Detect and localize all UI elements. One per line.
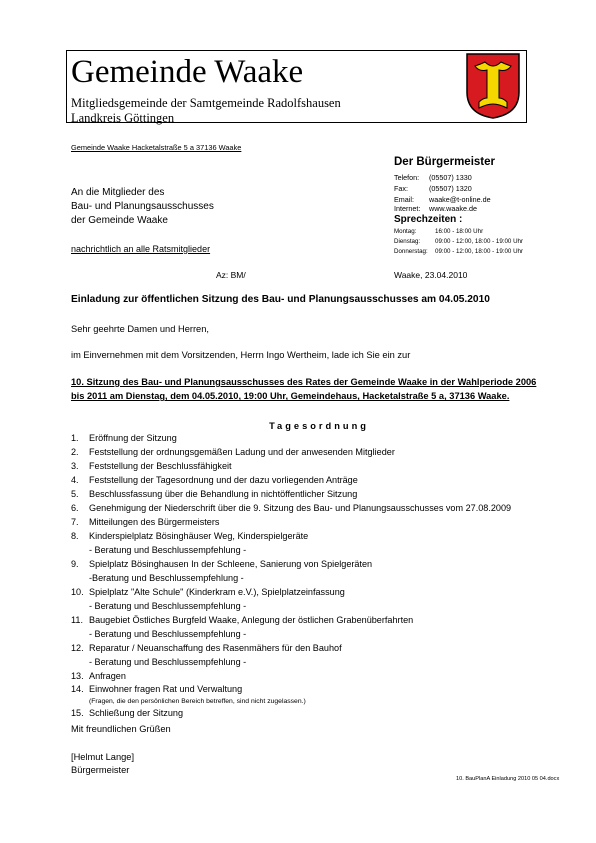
recipient-line: Bau- und Planungsausschusses <box>71 201 214 212</box>
agenda-item <box>71 615 413 625</box>
agenda-item <box>71 587 345 597</box>
agenda-number: 12. <box>71 643 84 653</box>
agenda-item <box>71 671 126 681</box>
agenda-note: - Beratung und Beschlussempfehlung - <box>89 657 247 667</box>
agenda-item <box>71 475 358 485</box>
agenda-text: Baugebiet Östliches Burgfeld Waake, Anlegung der östlichen Grabenüberfahrten <box>89 615 414 625</box>
agenda-number: 6. <box>71 503 79 513</box>
agenda-item <box>71 447 395 457</box>
agenda-text: Mitteilungen des Bürgermeisters <box>89 517 220 527</box>
contact-value: (05507) 1330 <box>429 173 472 182</box>
agenda-number: 10. <box>71 587 84 597</box>
hours-value: 09:00 - 12:00, 18:00 - 19:00 Uhr <box>435 248 524 255</box>
agenda-note: -Beratung und Beschlussempfehlung - <box>89 573 244 583</box>
contact-email <box>394 195 491 204</box>
agenda-number: 3. <box>71 461 79 471</box>
recipient-line: der Gemeinde Waake <box>71 215 168 226</box>
hours-value: 09:00 - 12:00, 18:00 - 19:00 Uhr <box>435 238 524 245</box>
recipient-line: An die Mitglieder des <box>71 187 165 198</box>
agenda-text: Beschlussfassung über die Behandlung in nichtöffentlicher Sitzung <box>89 489 358 499</box>
agenda-item <box>71 489 357 499</box>
signer-role: Bürgermeister <box>71 765 130 775</box>
session-details: 10. Sitzung des Bau- und Planungsausschusses des Rates der Gemeinde Waake in der Wahlperiode 2006 <box>71 377 537 387</box>
agenda-text: Genehmigung der Niederschrift über die 9. Sitzung des Bau- und Planungsausschusses vom 27.08.2009 <box>89 503 512 513</box>
agenda-number: 9. <box>71 559 79 569</box>
agenda-number: 5. <box>71 489 79 499</box>
org-name: Gemeinde Waake <box>71 54 304 90</box>
contact-phone <box>394 173 472 182</box>
agenda-note: - Beratung und Beschlussempfehlung - <box>89 601 247 611</box>
agenda-item <box>71 708 183 718</box>
org-district: Landkreis Göttingen <box>71 111 175 125</box>
agenda-number: 8. <box>71 531 79 541</box>
agenda-item <box>71 531 308 541</box>
office-hours-row <box>394 248 523 255</box>
agenda-text: Anfragen <box>89 671 126 681</box>
agenda-item <box>71 433 177 443</box>
session-details: bis 2011 am Dienstag, dem 04.05.2010, 19:00 Uhr, Gemeindehaus, Hacketalstraße 5 a, 37136 Waake. <box>71 391 510 401</box>
agenda-number: 15. <box>71 708 84 718</box>
contact-label: Telefon: <box>394 173 420 182</box>
agenda-text: Eröffnung der Sitzung <box>89 433 177 443</box>
agenda-number: 1. <box>71 433 79 443</box>
agenda-text: Schließung der Sitzung <box>89 708 184 718</box>
cc-line: nachrichtlich an alle Ratsmitglieder <box>71 244 211 254</box>
office-hours-title: Sprechzeiten : <box>394 214 463 225</box>
agenda-number: 4. <box>71 475 79 485</box>
contact-web <box>394 204 477 213</box>
agenda-number: 11. <box>71 615 83 625</box>
org-subtitle: Mitgliedsgemeinde der Samtgemeinde Radolfshausen <box>71 96 341 110</box>
sender-title: Der Bürgermeister <box>394 156 495 168</box>
intro-text: im Einvernehmen mit dem Vorsitzenden, Herrn Ingo Wertheim, lade ich Sie ein zur <box>71 350 411 360</box>
contact-label: Internet: <box>394 204 421 213</box>
contact-fax <box>394 184 472 193</box>
agenda-note: - Beratung und Beschlussempfehlung - <box>89 545 247 555</box>
agenda-number: 13. <box>71 671 84 681</box>
hours-label: Montag: <box>394 228 417 235</box>
agenda-item <box>71 559 372 569</box>
recipient-block <box>71 186 214 228</box>
agenda-item <box>71 643 342 653</box>
office-hours-row <box>394 228 483 235</box>
return-address: Gemeinde Waake Hacketalstraße 5 a 37136 Waake <box>71 143 242 152</box>
agenda-number: 2. <box>71 447 79 457</box>
agenda-item <box>71 461 232 471</box>
agenda-number: 14. <box>71 684 84 694</box>
hours-value: 16:00 - 18:00 Uhr <box>435 228 484 235</box>
reference-number: Az: BM/ <box>216 270 246 280</box>
agenda-title: Tagesordnung <box>269 421 369 431</box>
agenda-text: Spielplatz Bösinghausen In der Schleene, Sanierung von Spielgeräten <box>89 559 373 569</box>
agenda-item <box>71 684 242 694</box>
agenda-note: - Beratung und Beschlussempfehlung - <box>89 629 247 639</box>
salutation: Sehr geehrte Damen und Herren, <box>71 324 209 334</box>
agenda-text: Reparatur / Neuanschaffung des Rasenmähers für den Bauhof <box>89 643 342 653</box>
contact-value: (05507) 1320 <box>429 184 472 193</box>
agenda-item <box>71 517 219 527</box>
office-hours-row <box>394 238 523 245</box>
signer-name: [Helmut Lange] <box>71 752 135 762</box>
agenda-text: Spielplatz "Alte Schule" (Kinderkram e.V.), Spielplatzeinfassung <box>89 587 345 597</box>
contact-label: Email: <box>394 195 414 204</box>
agenda-text: Kinderspielplatz Bösinghäuser Weg, Kinderspielgeräte <box>89 531 309 541</box>
closing-phrase: Mit freundlichen Grüßen <box>71 724 171 734</box>
hours-label: Dienstag: <box>394 238 421 245</box>
agenda-note: (Fragen, die den persönlichen Bereich betreffen, sind nicht zugelassen.) <box>89 698 306 705</box>
agenda-item <box>71 503 511 513</box>
subject-line: Einladung zur öffentlichen Sitzung des Bau- und Planungsausschusses am 04.05.2010 <box>71 294 490 305</box>
place-date: Waake, 23.04.2010 <box>394 270 468 280</box>
agenda-text: Einwohner fragen Rat und Verwaltung <box>89 684 243 694</box>
contact-value: waake@t-online.de <box>429 195 491 204</box>
hours-label: Donnerstag: <box>394 248 428 255</box>
agenda-number: 7. <box>71 517 79 527</box>
file-reference: 10. BauPlanA Einladung 2010 05 04.docx <box>456 776 560 782</box>
contact-label: Fax: <box>394 184 408 193</box>
contact-value: www.waake.de <box>429 204 477 213</box>
coat-of-arms-icon <box>465 52 521 120</box>
agenda-text: Feststellung der ordnungsgemäßen Ladung und der anwesenden Mitglieder <box>89 447 395 457</box>
agenda-text: Feststellung der Tagesordnung und der dazu vorliegenden Anträge <box>89 475 358 485</box>
agenda-text: Feststellung der Beschlussfähigkeit <box>89 461 232 471</box>
